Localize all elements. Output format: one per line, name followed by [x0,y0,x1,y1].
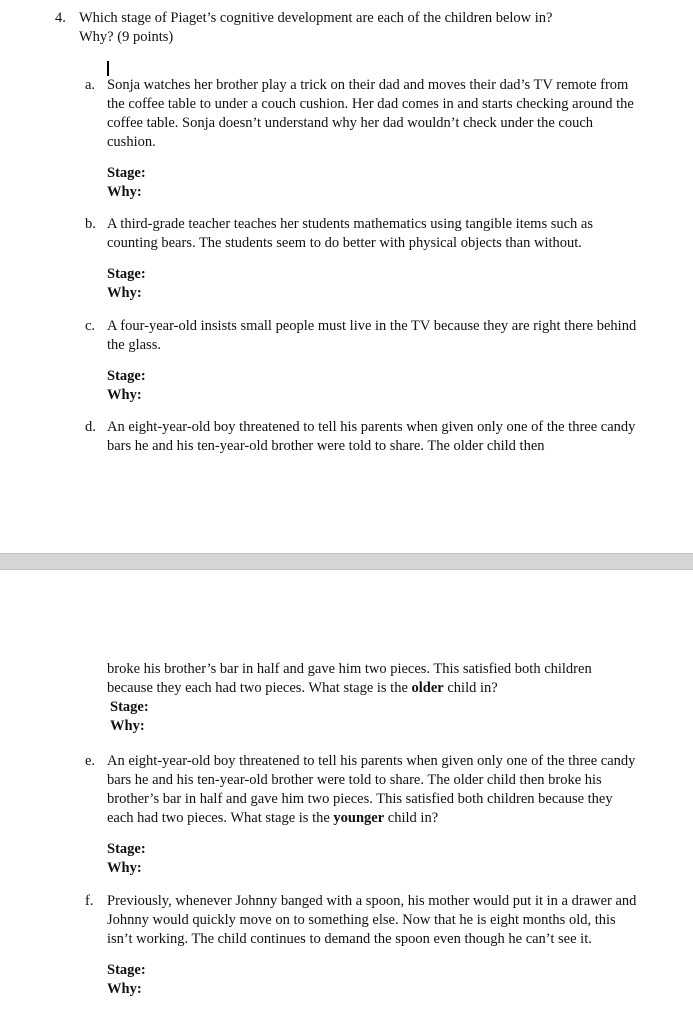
stage-label: Stage: [107,841,146,857]
item-letter: c. [85,318,96,334]
why-label: Why: [107,860,142,876]
item-d-continued [85,660,645,736]
item-letter: f. [85,893,94,909]
stage-label: Stage: [110,699,149,715]
item-text: An eight-year-old boy threatened to tell his parents when given only one of the three candy bars he and his ten-year-old brother were told to share. The older child then broke his brother’s bar in half and gave him two pieces. This satisfied both children because they each had two pieces. What stage is the younger child in? [107,753,636,826]
item-text: An eight-year-old boy threatened to tell his parents when given only one of the three candy bars he and his ten-year-old brother were told to share. The older child then [107,419,636,454]
document-page-2 [0,570,693,1024]
stage-label: Stage: [107,165,146,181]
item-text: Sonja watches her brother play a trick on their dad and moves their dad’s TV remote from the coffee table to under a couch cushion. Her dad comes in and starts checking around the coffee table. Sonja doesn’t understand why her dad wouldn’t check under the couch cushion. [107,77,634,150]
why-label: Why: [107,285,142,301]
item-f [85,892,645,999]
item-b [85,215,645,303]
why-label: Why: [107,387,142,403]
stage-label: Stage: [107,266,146,282]
question-prompt [79,9,639,47]
why-label: Why: [107,981,142,997]
stage-label: Stage: [107,368,146,384]
item-letter: b. [85,216,96,232]
question-line-1: Which stage of Piaget’s cognitive development are each of the children below in? [79,10,553,26]
emphasis-word: older [411,680,444,696]
item-text: Previously, whenever Johnny banged with a spoon, his mother would put it in a drawer and Johnny would quickly move on to something else. Now that he is eight months old, this isn’t working. The child continues to demand the spoon even though he can’t see it. [107,893,637,947]
item-c [85,317,645,405]
item-letter: e. [85,753,96,769]
item-letter: d. [85,419,96,435]
item-e [85,752,645,878]
question-line-2: Why? (9 points) [79,29,174,45]
page-break-separator [0,553,693,570]
emphasis-word: younger [333,810,385,826]
item-letter: a. [85,77,96,93]
item-d [85,418,645,456]
stage-label: Stage: [107,962,146,978]
item-text: A four-year-old insists small people must live in the TV because they are right there behind the glass. [107,318,637,353]
text-cursor[interactable] [107,61,109,76]
item-a [85,76,645,202]
why-label: Why: [107,184,142,200]
question-number: 4. [55,10,66,26]
item-text: broke his brother’s bar in half and gave him two pieces. This satisfied both children because they each had two pieces. What stage is the older child in? [107,661,592,696]
why-label: Why: [110,718,145,734]
item-text: A third-grade teacher teaches her students mathematics using tangible items such as counting bears. The students seem to do better with physical objects than without. [107,216,593,251]
